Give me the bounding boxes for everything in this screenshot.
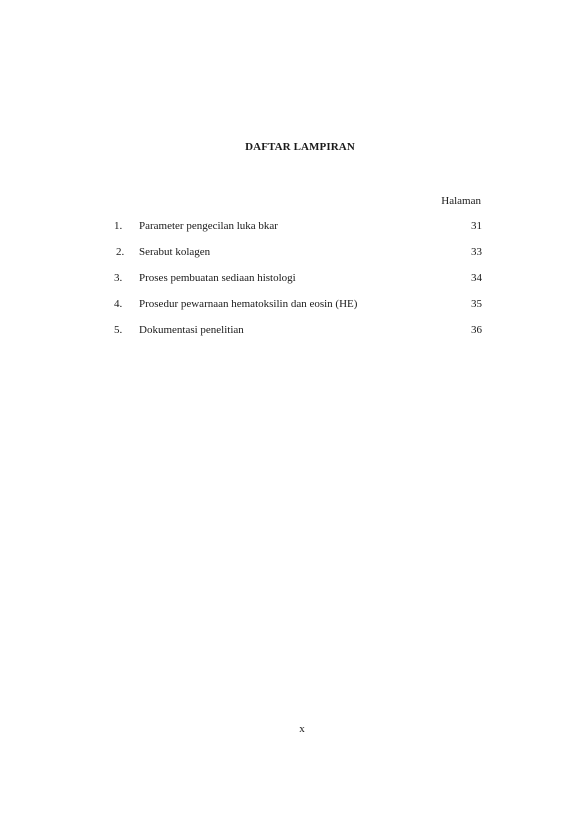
appendix-entry [114,220,482,246]
entry-title: Proses pembuatan sediaan histologi [139,272,296,284]
page-title: DAFTAR LAMPIRAN [245,141,355,153]
entry-title: Dokumentasi penelitian [139,324,244,336]
entry-number: 1. [114,220,123,232]
appendix-entry [114,298,482,324]
entry-number: 2. [116,246,125,258]
appendix-entry [114,324,482,350]
entry-page: 34 [471,272,482,284]
page-column-header: Halaman [441,195,481,207]
page-number: x [299,723,305,735]
appendix-entry [114,246,482,272]
entry-number: 5. [114,324,123,336]
entry-title: Prosedur pewarnaan hematoksilin dan eosin (HE) [139,298,358,310]
entry-page: 31 [471,220,482,232]
entry-page: 35 [471,298,482,310]
entry-title: Serabut kolagen [139,246,211,258]
entry-number: 4. [114,298,123,310]
entry-page: 33 [471,246,482,258]
appendix-list [114,220,482,350]
appendix-entry [114,272,482,298]
entry-title: Parameter pengecilan luka bkar [139,220,278,232]
entry-page: 36 [471,324,482,336]
entry-number: 3. [114,272,123,284]
